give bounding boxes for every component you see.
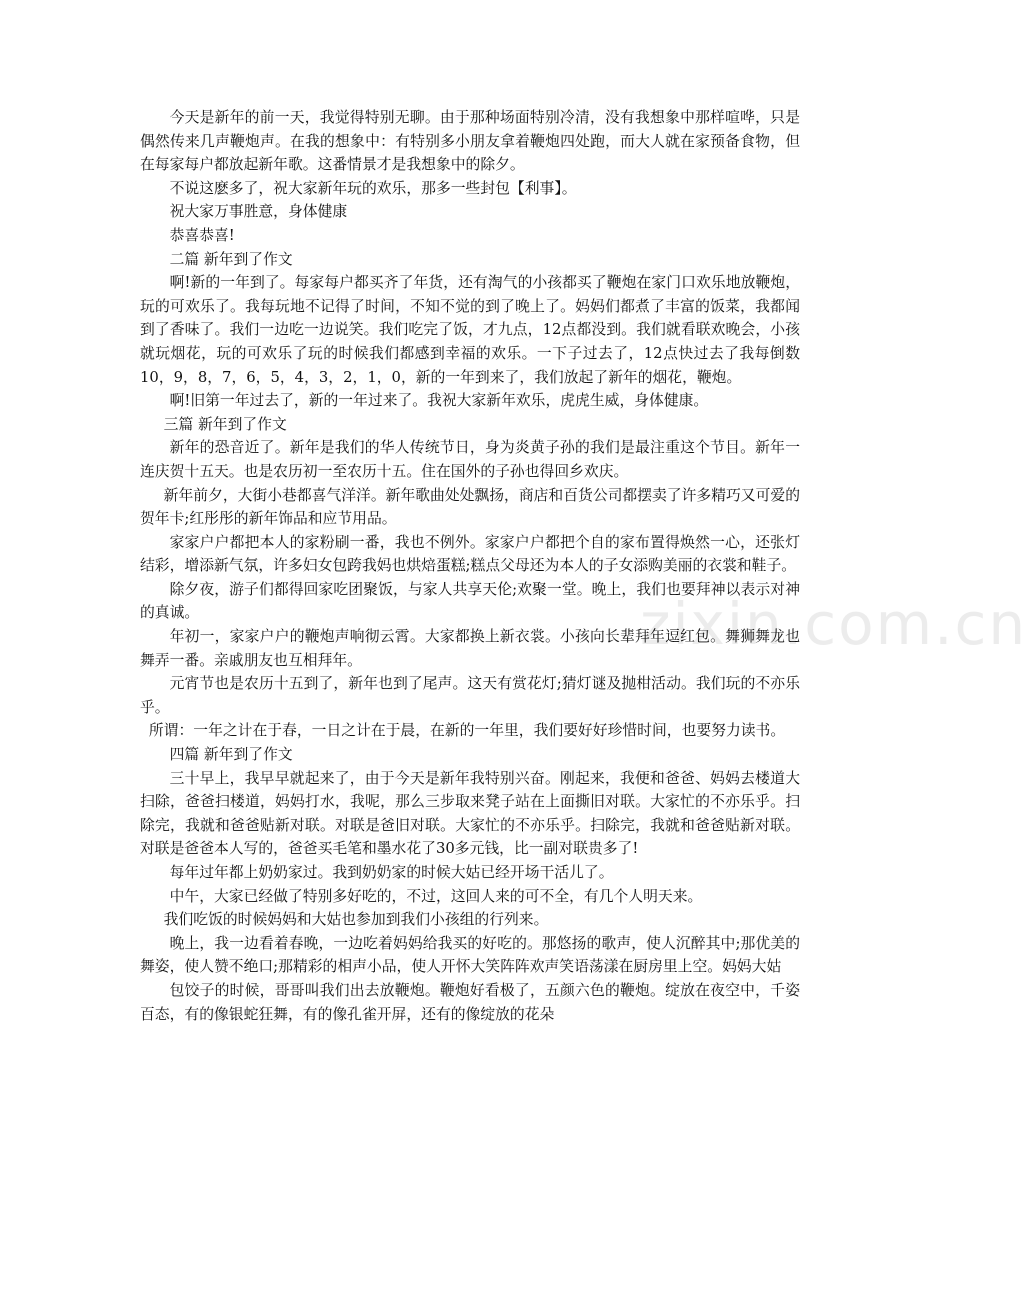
paragraph: 元宵节也是农历十五到了，新年也到了尾声。这天有赏花灯;猜灯谜及抛柑活动。我们玩的不亦乐乎。 bbox=[140, 675, 800, 716]
paragraph: 今天是新年的前一天，我觉得特别无聊。由于那种场面特别冷清，没有我想象中那样喧哗，只是偶然传来几声鞭炮声。在我的想象中：有特别多小朋友拿着鞭炮四处跑，而大人就在家预备食物，但在每家每户都放起新年歌。这番情景才是我想象中的除夕。 bbox=[140, 109, 800, 174]
paragraph: 包饺子的时候，哥哥叫我们出去放鞭炮。鞭炮好看极了，五颜六色的鞭炮。绽放在夜空中，千姿百态，有的像银蛇狂舞，有的像孔雀开屏，还有的像绽放的花朵 bbox=[140, 981, 800, 1023]
paragraph: 新年的恐音近了。新年是我们的华人传统节日，身为炎黄子孙的我们是最注重这个节目。新年一连庆贺十五天。也是农历初一至农历十五。住在国外的子孙也得回乡欢庆。 bbox=[140, 439, 800, 480]
paragraph: 年初一，家家户户的鞭炮声响彻云霄。大家都换上新衣裳。小孩向长辈拜年逗红包。舞狮舞龙也舞弄一番。亲戚朋友也互相拜年。 bbox=[140, 628, 800, 669]
paragraph: 啊!旧第一年过去了，新的一年过来了。我祝大家新年欢乐，虎虎生威，身体健康。 bbox=[169, 392, 709, 410]
paragraph: 啊!新的一年到了。每家每户都买齐了年货，还有淘气的小孩都买了鞭炮在家门口欢乐地放鞭炮，玩的可欢乐了。我每玩地不记得了时间，不知不觉的到了晚上了。妈妈们都煮了丰富的饭菜，我都闻到了香味了。我们一边吃一边说笑。我们吃完了饭，才九点，12点都没到。我们就看联欢晚会，小孩就玩烟花，玩的可欢乐了玩的时候我们都感到幸福的欢乐。一下子过去了，12点快过去了我每倒数10，9，8，7，6，5，4，3，2，1，0，新的一年到来了，我们放起了新年的烟花，鞭炮。 bbox=[140, 274, 800, 386]
watermark: zixin.com.cn bbox=[640, 590, 1027, 658]
paragraph: 祝大家万事胜意，身体健康 bbox=[169, 203, 348, 221]
paragraph: 不说这麽多了，祝大家新年玩的欢乐，那多一些封包【利事】。 bbox=[169, 179, 577, 197]
paragraph: 每年过年都上奶奶家过。我到奶奶家的时候大姑已经开场干活儿了。 bbox=[169, 864, 614, 881]
paragraph: 四篇 新年到了作文 bbox=[169, 746, 293, 764]
paragraph: 二篇 新年到了作文 bbox=[169, 250, 293, 268]
paragraph: 三十早上，我早早就起来了，由于今天是新年我特别兴奋。刚起来，我便和爸爸、妈妈去楼道大扫除，爸爸扫楼道，妈妈打水，我呢，那么三步取来凳子站在上面撕旧对联。大家忙的不亦乐乎。扫除完，我就和爸爸贴新对联。对联是爸旧对联。大家忙的不亦乐乎。扫除完，我就和爸爸贴新对联。对联是爸爸本人写的，爸爸买毛笔和墨水花了30多元钱，比一副对联贵多了! bbox=[140, 769, 800, 858]
paragraph: 我们吃饭的时候妈妈和大姑也参加到我们小孩组的行列来。 bbox=[163, 911, 549, 929]
paragraph: 所谓：一年之计在于春，一日之计在于晨，在新的一年里，我们要好好珍惜时间，也要努力读书。 bbox=[148, 722, 786, 740]
paragraph: 中午，大家已经做了特别多好吃的，不过，这回人来的可不全，有几个人明天来。 bbox=[169, 887, 703, 905]
document-body bbox=[140, 106, 800, 1026]
paragraph: 晚上，我一边看着春晚，一边吃着妈妈给我买的好吃的。那悠扬的歌声，使人沉醉其中;那优美的舞姿，使人赞不绝口;那精彩的相声小品，使人开怀大笑阵阵欢声笑语荡漾在厨房里上空。妈妈大姑 bbox=[140, 934, 800, 976]
paragraph: 恭喜恭喜! bbox=[169, 226, 235, 244]
paragraph: 家家户户都把本人的家粉刷一番，我也不例外。家家户户都把个自的家布置得焕然一心，还张灯结彩，增添新气氛，许多妇女包跨我妈也烘焙蛋糕;糕点父母还为本人的子女添购美丽的衣裳和鞋子。 bbox=[140, 533, 800, 575]
paragraph: 新年前夕，大街小巷都喜气洋洋。新年歌曲处处飘扬，商店和百货公司都摆卖了许多精巧又可爱的贺年卡;红彤彤的新年饰品和应节用品。 bbox=[140, 486, 800, 528]
paragraph: 除夕夜，游子们都得回家吃团聚饭，与家人共享天伦;欢聚一堂。晚上，我们也要拜神以表示对神的真诚。 bbox=[140, 580, 800, 622]
paragraph: 三篇 新年到了作文 bbox=[163, 415, 287, 433]
